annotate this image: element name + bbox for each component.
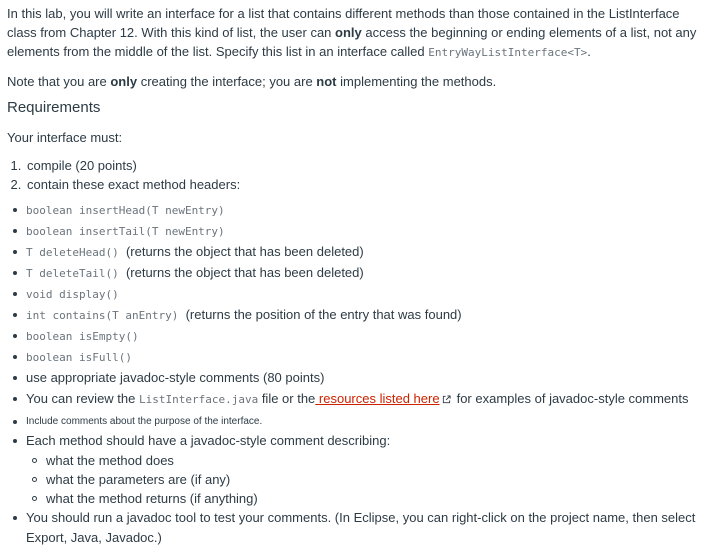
- comment-sublist: [26, 451, 712, 508]
- resources-link[interactable]: resources listed here: [315, 391, 440, 406]
- ordered-item: 2. contain these exact method headers:: [25, 175, 712, 194]
- method-item: boolean insertHead(T newEntry): [26, 200, 712, 221]
- method-item: boolean isFull(): [26, 347, 712, 368]
- javadoc-item: use appropriate javadoc-style comments (80 points): [26, 368, 712, 388]
- ordered-requirements: [7, 156, 712, 194]
- external-link-icon: [442, 395, 451, 404]
- javadoc-tool-item: You should run a javadoc tool to test your comments. (In Eclipse, you can right-click on the project name, then select Export, Java, Javadoc.): [26, 508, 712, 548]
- method-item: void display(): [26, 284, 712, 305]
- sub-item: what the method returns (if anything): [46, 489, 712, 508]
- review-item: You can review the ListInterface.java file or the resources listed here for examples of javadoc-style comments: [26, 389, 712, 410]
- method-item: boolean insertTail(T newEntry): [26, 221, 712, 242]
- list-interface-file: ListInterface.java: [138, 393, 259, 406]
- intro-paragraph: In this lab, you will write an interface for a list that contains different methods than those contained in the ListInterface class from Chapter 12. With this kind of list, the user can only access the beginning or ending elements of a list, not any elements from the middle of the list. Specify this list in an interface called EntryWayListInterface<T>.: [7, 6, 697, 59]
- ordered-item: 1. compile (20 points): [25, 156, 712, 175]
- purpose-item: Include comments about the purpose of the interface.: [26, 412, 712, 431]
- method-item: int contains(T anEntry) (returns the position of the entry that was found): [26, 305, 712, 326]
- requirements-heading: Requirements: [7, 99, 101, 116]
- method-item: boolean isEmpty(): [26, 326, 712, 347]
- emphasis-only: only: [335, 25, 362, 40]
- must-label: Your interface must:: [7, 130, 123, 145]
- each-method-item: Each method should have a javadoc-style comment describing: what the method does what the parameters are (if any) what the method returns (if anything): [26, 431, 712, 508]
- method-item: T deleteHead() (returns the object that has been deleted): [26, 242, 712, 263]
- sub-item: what the method does: [46, 451, 712, 470]
- sub-item: what the parameters are (if any): [46, 470, 712, 489]
- method-item: T deleteTail() (returns the object that has been deleted): [26, 263, 712, 284]
- interface-name: EntryWayListInterface<T>: [428, 46, 588, 59]
- requirements-list: [7, 200, 712, 548]
- note-paragraph: Note that you are only creating the interface; you are not implementing the methods.: [7, 74, 497, 89]
